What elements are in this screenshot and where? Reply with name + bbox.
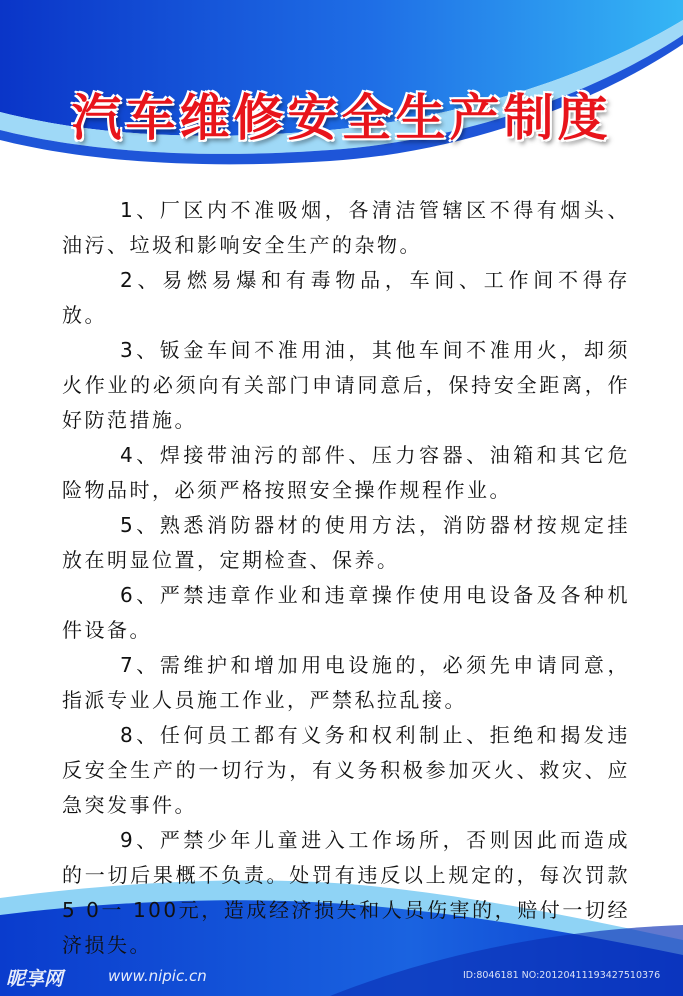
watermark-id: ID:8046181 NO:20120411193427510376 — [463, 970, 661, 981]
rule-item: 6、严禁违章作业和违章操作使用电设备及各种机件设备。 — [62, 583, 630, 642]
watermark-site: www.nipic.cn — [108, 967, 207, 985]
rule-item: 3、钣金车间不准用油，其他车间不准用火，却须火作业的必须向有关部门申请同意后，保持安全距离，作好防范措施。 — [62, 338, 630, 432]
rules-list — [62, 193, 630, 963]
rule-item: 9、严禁少年儿童进入工作场所，否则因此而造成的一切后果概不负责。处罚有违反以上规定的，每次罚款5 0一 100元，造成经济损失和人员伤害的，赔付一切经济损失。 — [62, 828, 630, 957]
rule-item: 8、任何员工都有义务和权利制止、拒绝和揭发违反安全生产的一切行为，有义务积极参加灭火、救灾、应急突发事件。 — [62, 723, 630, 817]
rule-item: 1、厂区内不准吸烟，各清洁管辖区不得有烟头、油污、垃圾和影响安全生产的杂物。 — [62, 198, 630, 257]
rule-item: 5、熟悉消防器材的使用方法，消防器材按规定挂放在明显位置，定期检查、保养。 — [62, 513, 630, 572]
rule-item: 7、需维护和增加用电设施的，必须先申请同意，指派专业人员施工作业，严禁私拉乱接。 — [62, 653, 630, 712]
rule-item: 2、易燃易爆和有毒物品，车间、工作间不得存放。 — [62, 268, 630, 327]
watermark-logo: 昵享网 — [6, 968, 64, 990]
poster-title: 汽车维修安全生产制度 — [71, 88, 612, 147]
rule-item: 4、焊接带油污的部件、压力容器、油箱和其它危险物品时，必须严格按照安全操作规程作业。 — [62, 443, 630, 502]
